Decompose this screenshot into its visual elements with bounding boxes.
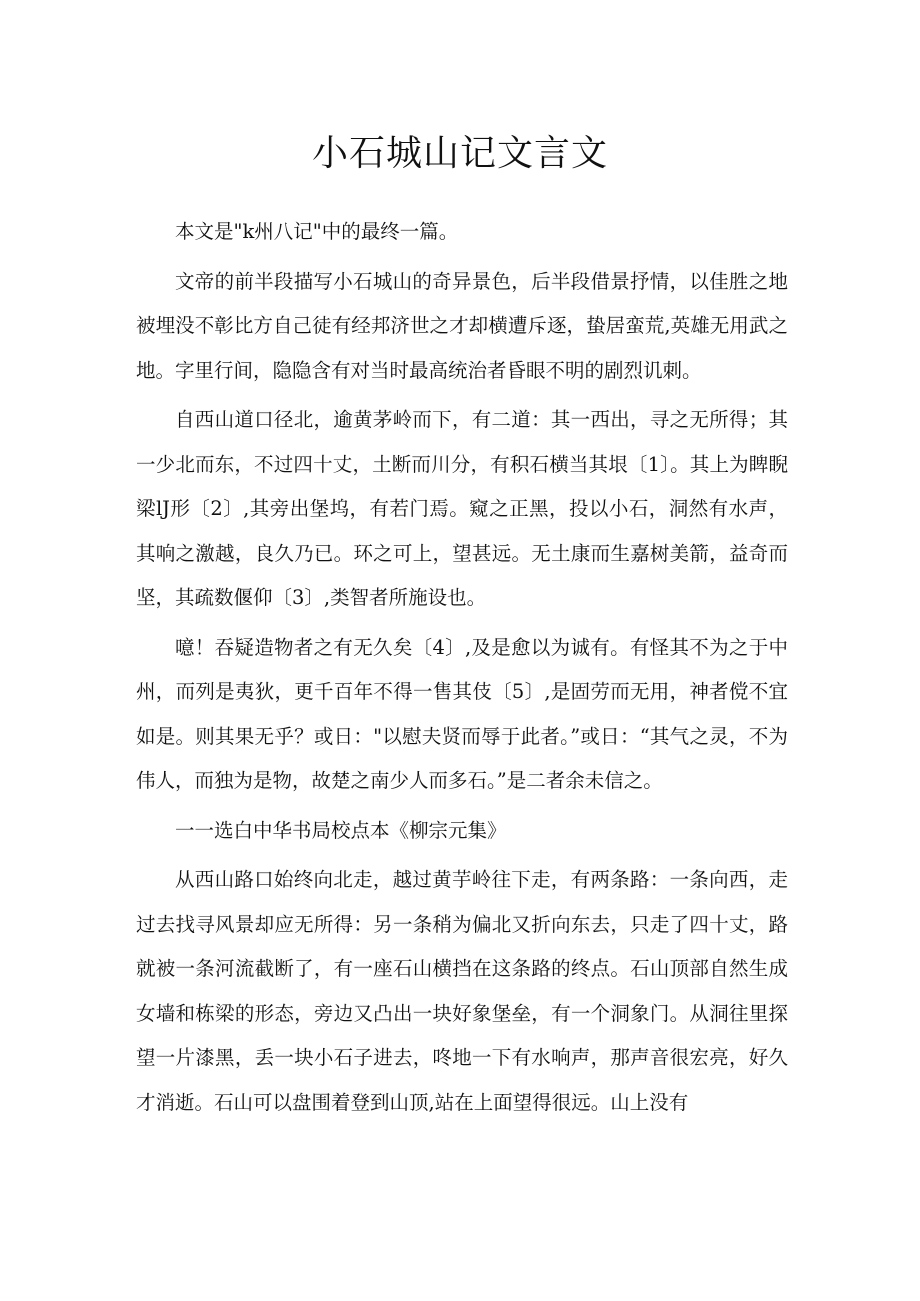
paragraph-original-1: 自西山道口径北，逾黄茅岭而下，有二道：其一西出，寻之无所得；其一少北而东，不过四十丈，土断而川分，有积石横当其垠〔1〕。其上为睥睨梁lJ形〔2〕,其旁出堡坞，有若门焉。窥之正黑，投以小石，洞然有水声，其响之激越，良久乃已。环之可上，望甚远。无土康而生嘉树美箭，益奇而坚，其疏数偃仰〔3〕,类智者所施设也。: [136, 408, 788, 609]
paragraph-summary: 文帝的前半段描写小石城山的奇异景色，后半段借景抒情，以佳胜之地被埋没不彰比方自己徒有经邦济世之才却横遭斥逐，蛰居蛮荒,英雄无用武之地。字里行间，隐隐含有对当时最高统治者昏眼不明的剧烈讥刺。: [136, 269, 788, 382]
paragraph-source-note: 一一选白中华书局校点本《柳宗元集》: [175, 818, 507, 842]
paragraph-translation: 从西山路口始终向北走，越过黄芋岭往下走，有两条路：一条向西，走过去找寻风景却应无所得：另一条稍为偏北又折向东去，只走了四十丈，路就被一条河流截断了，有一座石山横挡在这条路的终点。石山顶部自然生成女墙和栋梁的形态，旁边又凸出一块好象堡垒，有一个洞象门。从洞往里探望一片漆黑，丢一块小石子进去，咚地一下有水响声，那声音很宏亮，好久才消逝。石山可以盘围着登到山顶,站在上面望得很远。山上没有: [136, 868, 788, 1114]
paragraph-intro: 本文是"k州八记"中的最终一篇。: [175, 220, 459, 243]
paragraph-original-2: 噫！吞疑造物者之有无久矣〔4〕,及是愈以为诚有。有怪其不为之于中州，而列是夷狄，更千百年不得一售其伎〔5〕,是固劳而无用，神者傥不宜如是。则其果无乎？或日："以慰夫贤而辱于此者。”或日：“其气之灵，不为伟人，而独为是物，故楚之南少人而多石。”是二者余未信之。: [136, 635, 788, 792]
document-body: [136, 210, 788, 1130]
document-title: 小石城山记文言文: [311, 133, 608, 174]
